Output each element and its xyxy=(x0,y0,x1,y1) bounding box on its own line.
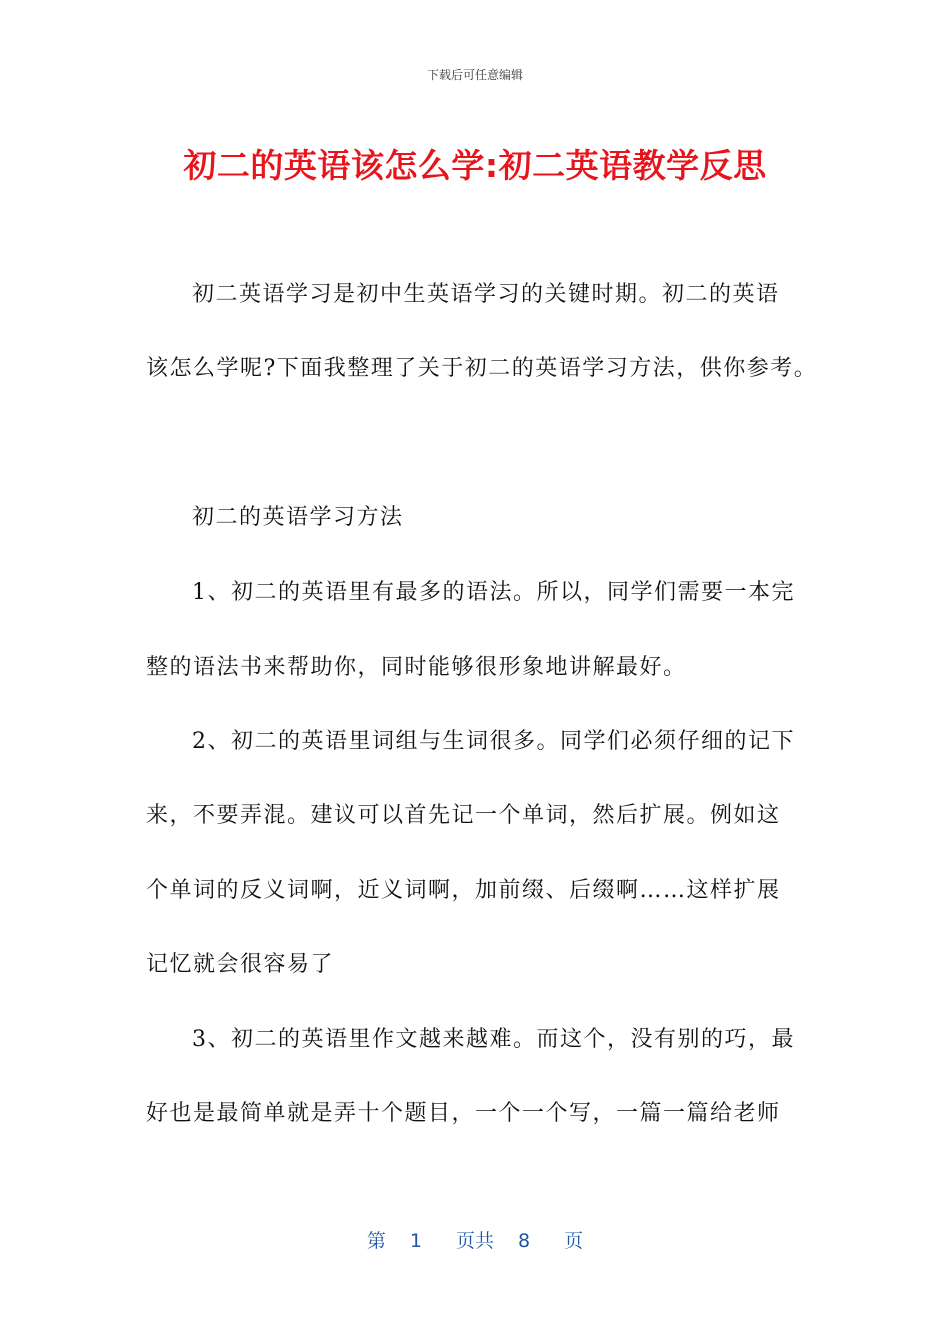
paragraph-line: 整的语法书来帮助你，同时能够很形象地讲解最好。 xyxy=(146,655,687,680)
section-heading: 初二的英语学习方法 xyxy=(192,505,404,530)
paragraph-line: 好也是最简单就是弄十个题目，一个一个写，一篇一篇给老师 xyxy=(146,1101,781,1126)
footer-suffix: 页 xyxy=(564,1230,584,1252)
paragraph-line: 该怎么学呢?下面我整理了关于初二的英语学习方法，供你参考。 xyxy=(146,356,818,381)
paragraph-line: 2、初二的英语里词组与生词很多。同学们必须仔细的记下 xyxy=(192,729,795,754)
download-note: 下载后可任意编辑 xyxy=(426,68,523,82)
paragraph-line: 初二英语学习是初中生英语学习的关键时期。初二的英语 xyxy=(192,282,780,307)
paragraph-line: 3、初二的英语里作文越来越难。而这个，没有别的巧，最 xyxy=(192,1027,795,1052)
page-footer xyxy=(0,1226,950,1253)
footer-current-page: 1 xyxy=(409,1230,422,1252)
document-title: 初二的英语该怎么学:初二英语教学反思 xyxy=(183,146,767,185)
paragraph-line: 个单词的反义词啊，近义词啊，加前缀、后缀啊……这样扩展 xyxy=(146,878,781,903)
footer-middle: 页共 xyxy=(455,1230,494,1252)
paragraph-line: 1、初二的英语里有最多的语法。所以，同学们需要一本完 xyxy=(192,580,795,605)
footer-prefix: 第 xyxy=(366,1230,386,1252)
paragraph-line: 记忆就会很容易了 xyxy=(146,952,335,977)
paragraph-line: 来，不要弄混。建议可以首先记一个单词，然后扩展。例如这 xyxy=(146,803,781,828)
footer-total-pages: 8 xyxy=(518,1230,531,1252)
